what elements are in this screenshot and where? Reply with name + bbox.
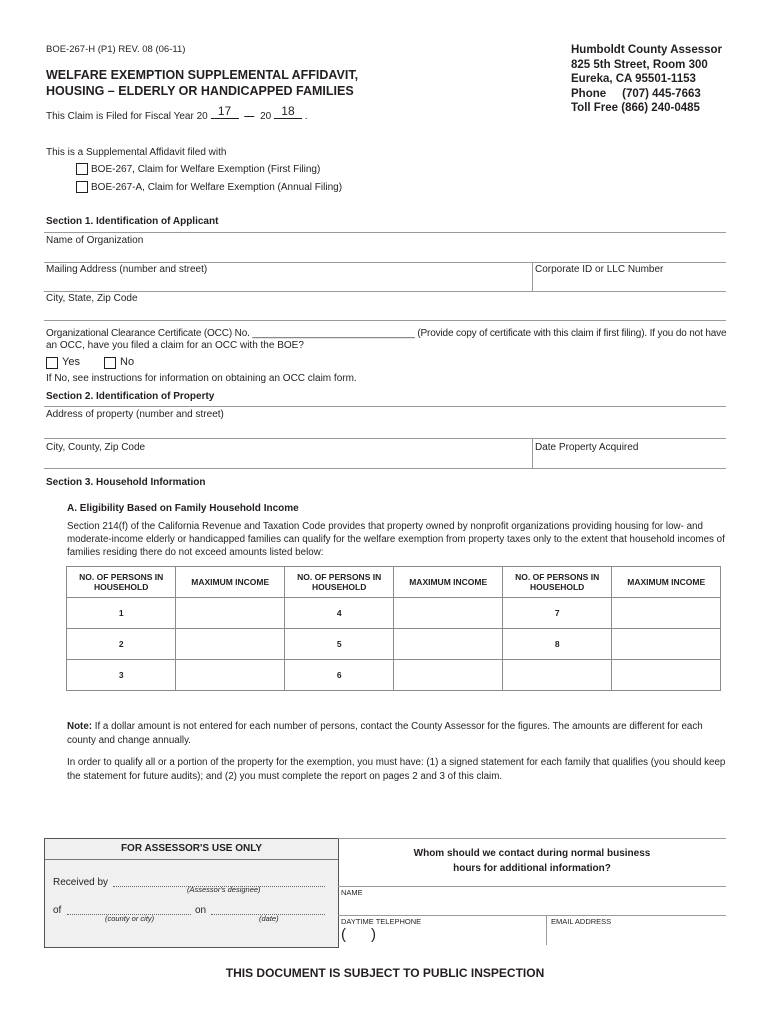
max-income-field[interactable] — [394, 660, 503, 691]
col-header-max-income: MAXIMUM INCOME — [394, 567, 503, 598]
persons-cell: 6 — [284, 660, 393, 691]
boe267-checkbox[interactable] — [76, 163, 88, 175]
max-income-field[interactable] — [394, 598, 503, 629]
contact-name-field[interactable] — [338, 896, 726, 914]
contact-question-line1: Whom should we contact during normal business — [413, 848, 651, 859]
section2-heading: Section 2. Identification of Property — [46, 391, 215, 402]
contact-question — [338, 847, 726, 876]
divider — [338, 915, 726, 916]
divider — [44, 291, 726, 292]
section3-heading: Section 3. Household Information — [46, 477, 206, 488]
boe267a-label: BOE-267-A, Claim for Welfare Exemption (Annual Filing) — [91, 182, 343, 193]
occ-yes-label: Yes — [62, 356, 80, 368]
divider — [546, 915, 547, 945]
fiscal-year-end-field[interactable]: 18 — [274, 104, 302, 119]
boe267a-checkbox[interactable] — [76, 181, 88, 193]
max-income-field[interactable] — [612, 660, 721, 691]
eligibility-subheading: A. Eligibility Based on Family Household Income — [67, 503, 299, 514]
note-paragraph — [67, 720, 727, 748]
corporate-id-label: Corporate ID or LLC Number — [535, 264, 664, 275]
email-label: EMAIL ADDRESS — [551, 917, 612, 926]
form-title-line1: WELFARE EXEMPTION SUPPLEMENTAL AFFIDAVIT, — [46, 68, 359, 82]
note-text: If a dollar amount is not entered for each number of persons, contact the County Assessor for the figures. The amounts are different for each county and change annually. — [67, 721, 703, 746]
persons-cell: 3 — [67, 660, 176, 691]
assessor-street: 825 5th Street, Room 300 — [571, 58, 708, 71]
table-row — [67, 629, 721, 660]
table-row — [67, 598, 721, 629]
occ-number-text: Organizational Clearance Certificate (OCC) No. ______________________________ (Provide copy of certificate with this claim if first filing). If you do not have — [46, 328, 727, 339]
form-title-line2: HOUSING – ELDERLY OR HANDICAPPED FAMILIES — [46, 84, 354, 98]
note-label: Note: — [67, 721, 93, 732]
divider — [338, 886, 726, 887]
of-label: of — [53, 905, 62, 916]
income-table — [66, 566, 721, 691]
max-income-field[interactable] — [176, 598, 285, 629]
occ-no-label: No — [120, 356, 135, 368]
contact-name-label: NAME — [341, 888, 363, 897]
assessor-tollfree: Toll Free (866) 240-0485 — [571, 102, 700, 114]
assessor-name: Humboldt County Assessor — [571, 44, 723, 56]
received-by-label: Received by — [53, 877, 109, 888]
divider — [45, 859, 338, 860]
assessor-use-heading: FOR ASSESSOR'S USE ONLY — [120, 843, 263, 854]
divider — [44, 438, 726, 439]
occ-no-checkbox[interactable] — [104, 357, 116, 369]
occ-note: If No, see instructions for information on obtaining an OCC claim form. — [46, 373, 357, 384]
fiscal-year-row — [46, 104, 308, 123]
fiscal-year-dash: — — [244, 111, 255, 122]
daytime-phone-field[interactable] — [340, 926, 545, 944]
divider — [532, 262, 533, 291]
section1-heading: Section 1. Identification of Applicant — [46, 216, 219, 227]
org-name-field[interactable] — [44, 248, 726, 262]
org-name-label: Name of Organization — [46, 235, 144, 246]
col-header-persons: NO. OF PERSONS IN HOUSEHOLD — [502, 567, 611, 598]
persons-cell: 1 — [67, 598, 176, 629]
eligibility-paragraph: Section 214(f) of the California Revenue and Taxation Code provides that property owned by nonprofit organizations providing housing for low- and moderate-income elderly or handicapped families can qualify for the welfare exemption from property taxes only to the extent that household incomes of families residing there do not exceed amounts listed below: — [67, 521, 725, 558]
qualify-paragraph: In order to qualify all or a portion of the property for the exemption, you must have: (1) a signed statement for each family that qualifies (you should keep the statement for future audits); and (2) you must complete the report on pages 2 and 3 of this claim. — [67, 757, 726, 782]
date-acquired-label: Date Property Acquired — [535, 442, 639, 453]
max-income-field[interactable] — [612, 598, 721, 629]
persons-cell: 8 — [502, 629, 611, 660]
fiscal-year-period: . — [304, 111, 308, 122]
mailing-address-label: Mailing Address (number and street) — [46, 264, 208, 275]
property-address-label: Address of property (number and street) — [46, 409, 224, 420]
divider — [338, 838, 726, 839]
divider — [532, 438, 533, 468]
persons-cell: 7 — [502, 598, 611, 629]
divider — [44, 406, 726, 407]
assessor-address-block — [571, 43, 722, 116]
persons-cell: 2 — [67, 629, 176, 660]
col-header-max-income: MAXIMUM INCOME — [176, 567, 285, 598]
email-field[interactable] — [550, 926, 725, 944]
persons-cell — [502, 660, 611, 691]
property-city-label: City, County, Zip Code — [46, 442, 146, 453]
occ-question: an OCC, have you filed a claim for an OCC with the BOE? — [46, 340, 304, 351]
max-income-field[interactable] — [176, 629, 285, 660]
fiscal-year-mid: 20 — [260, 111, 272, 122]
city-state-zip-label: City, State, Zip Code — [46, 293, 138, 304]
daytime-phone-label: DAYTIME TELEPHONE — [341, 917, 422, 926]
assessor-phone: Phone (707) 445-7663 — [571, 87, 701, 100]
divider — [44, 320, 726, 321]
persons-cell: 5 — [284, 629, 393, 660]
col-header-persons: NO. OF PERSONS IN HOUSEHOLD — [284, 567, 393, 598]
supplemental-intro: This is a Supplemental Affidavit filed with — [46, 147, 227, 158]
max-income-field[interactable] — [394, 629, 503, 660]
on-label: on — [195, 905, 207, 916]
phone-paren-open: ( — [341, 926, 346, 943]
fiscal-year-start-field[interactable]: 17 — [211, 104, 239, 119]
divider — [44, 262, 726, 263]
date-caption: (date) — [259, 914, 279, 923]
income-table-header — [67, 567, 721, 598]
max-income-field[interactable] — [612, 629, 721, 660]
assessor-city: Eureka, CA 95501-1153 — [571, 73, 696, 85]
assessor-use-box — [44, 838, 339, 948]
contact-question-line2: hours for additional information? — [453, 862, 611, 874]
county-caption: (county or city) — [105, 914, 155, 923]
col-header-max-income: MAXIMUM INCOME — [612, 567, 721, 598]
form-code: BOE-267-H (P1) REV. 08 (06-11) — [46, 44, 186, 55]
divider — [44, 468, 726, 469]
col-header-persons: NO. OF PERSONS IN HOUSEHOLD — [67, 567, 176, 598]
phone-paren-close: ) — [371, 926, 376, 943]
designee-caption: (Assessor's designee) — [187, 885, 261, 894]
persons-cell: 4 — [284, 598, 393, 629]
table-row — [67, 660, 721, 691]
boe267-label: BOE-267, Claim for Welfare Exemption (First Filing) — [91, 164, 321, 175]
public-inspection-footer: THIS DOCUMENT IS SUBJECT TO PUBLIC INSPECTION — [225, 966, 545, 980]
divider — [44, 232, 726, 233]
occ-yes-checkbox[interactable] — [46, 357, 58, 369]
fiscal-year-prefix: This Claim is Filed for Fiscal Year 20 — [46, 111, 208, 122]
max-income-field[interactable] — [176, 660, 285, 691]
